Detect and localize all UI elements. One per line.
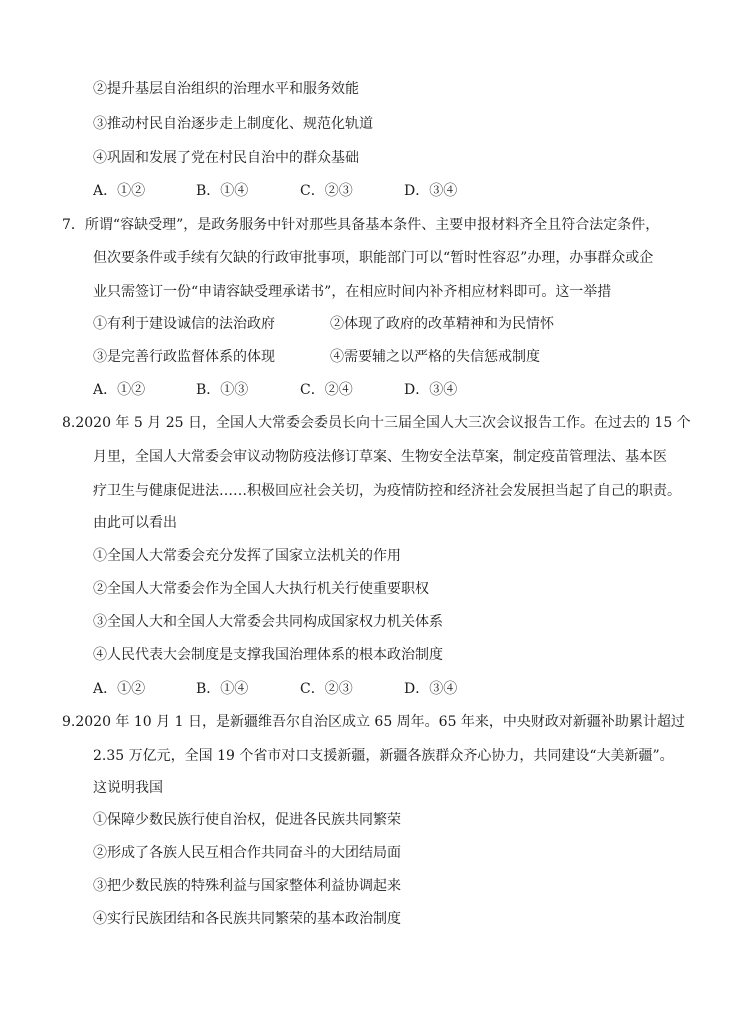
q6-choice-a: A．①② bbox=[93, 183, 146, 199]
q9-statement-2: ②形成了各族人民互相合作共同奋斗的大团结局面 bbox=[93, 845, 401, 861]
q7-statement-3: ③是完善行政监督体系的体现 bbox=[93, 349, 275, 365]
q8-choice-d: D．③④ bbox=[404, 681, 458, 697]
q8-statement-3: ③全国人大和全国人大常委会共同构成国家权力机关体系 bbox=[93, 614, 443, 630]
q6-choice-c: C．②③ bbox=[300, 183, 353, 199]
q7-choice-a: A．①② bbox=[93, 382, 146, 398]
q8-choice-c: C．②③ bbox=[300, 681, 353, 697]
q6-statement-3: ③推动村民自治逐步走上制度化、规范化轨道 bbox=[93, 116, 373, 132]
q6-statement-2: ②提升基层自治组织的治理水平和服务效能 bbox=[93, 81, 359, 97]
q7-stem-line-1: 7．所谓“容缺受理”，是政务服务中针对那些具备基本条件、主要申报材料齐全且符合法定条件， bbox=[62, 217, 660, 233]
q9-statement-1: ①保障少数民族行使自治权，促进各民族共同繁荣 bbox=[93, 812, 401, 828]
q9-stem-line-3: 这说明我国 bbox=[93, 780, 163, 796]
q9-stem-line-1: 9.2020 年 10 月 1 日，是新疆维吾尔自治区成立 65 周年。65 年来，中央财政对新疆补助累计超过 bbox=[62, 714, 685, 730]
q6-statement-4: ④巩固和发展了党在村民自治中的群众基础 bbox=[93, 150, 359, 166]
q7-statement-2: ②体现了政府的改革精神和为民情怀 bbox=[330, 316, 554, 332]
q8-stem-line-4: 由此可以看出 bbox=[93, 515, 177, 531]
q8-choice-b: B．①④ bbox=[196, 681, 249, 697]
q8-statement-2: ②全国人大常委会作为全国人大执行机关行使重要职权 bbox=[93, 581, 429, 597]
q9-stem-line-2: 2.35 万亿元，全国 19 个省市对口支援新疆，新疆各族群众齐心协力，共同建设“大美新疆”。 bbox=[93, 748, 674, 764]
q9-statement-3: ③把少数民族的特殊利益与国家整体利益协调起来 bbox=[93, 878, 401, 894]
q7-statement-4: ④需要辅之以严格的失信惩戒制度 bbox=[330, 349, 540, 365]
q6-choice-b: B．①④ bbox=[196, 183, 249, 199]
q9-statement-4: ④实行民族团结和各民族共同繁荣的基本政治制度 bbox=[93, 911, 401, 927]
q7-choice-b: B．①③ bbox=[196, 382, 249, 398]
q7-stem-line-2: 但次要条件或手续有欠缺的行政审批事项，职能部门可以“暂时性容忍”办理，办事群众或企 bbox=[93, 250, 654, 266]
q6-choice-d: D．③④ bbox=[404, 183, 458, 199]
q7-stem-line-3: 业只需签订一份“申请容缺受理承诺书”，在相应时间内补齐相应材料即可。这一举措 bbox=[93, 284, 612, 300]
q8-stem-line-2: 月里，全国人大常委会审议动物防疫法修订草案、生物安全法草案，制定疫苗管理法、基本医 bbox=[93, 449, 667, 465]
q7-choice-d: D．③④ bbox=[404, 382, 458, 398]
q8-choice-a: A．①② bbox=[93, 681, 146, 697]
q8-statement-1: ①全国人大常委会充分发挥了国家立法机关的作用 bbox=[93, 548, 401, 564]
q8-stem-line-1: 8.2020 年 5 月 25 日，全国人大常委会委员长向十三届全国人大三次会议报告工作。在过去的 15 个 bbox=[62, 415, 691, 431]
q8-statement-4: ④人民代表大会制度是支撑我国治理体系的根本政治制度 bbox=[93, 647, 443, 663]
q7-choice-c: C．②④ bbox=[300, 382, 353, 398]
q7-statement-1: ①有利于建设诚信的法治政府 bbox=[93, 316, 275, 332]
q8-stem-line-3: 疗卫生与健康促进法……积极回应社会关切，为疫情防控和经济社会发展担当起了自己的职责。 bbox=[93, 483, 681, 499]
